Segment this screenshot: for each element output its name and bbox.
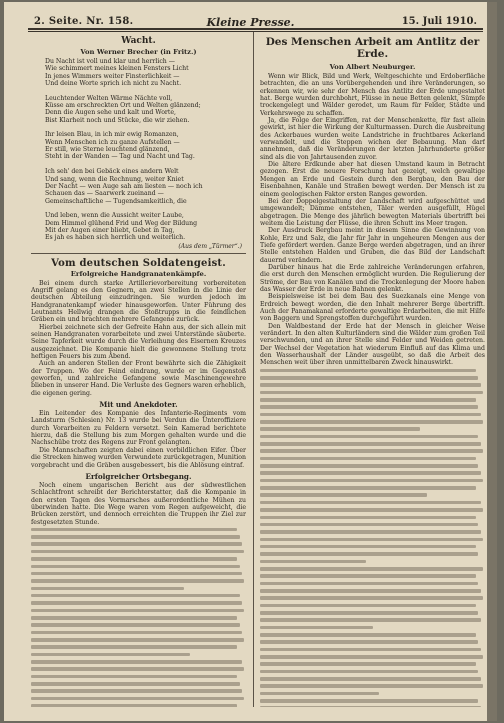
illegible-text-line	[260, 631, 485, 638]
illegible-text-line	[260, 514, 485, 521]
poem-credit: (Aus dem „Türmer“.)	[178, 242, 242, 250]
illegible-text-line	[31, 687, 246, 694]
illegible-text-line	[260, 396, 485, 403]
section-subtitle: Erfolgreiche Handgranatenkämpfe.	[70, 269, 207, 278]
illegible-text-line	[31, 651, 246, 658]
illegible-text-line	[260, 638, 485, 645]
illegible-text-line	[31, 702, 246, 707]
illegible-text-line	[260, 381, 485, 388]
walk-heading: Mit und Anekdoter.	[99, 400, 178, 410]
illegible-text-line	[260, 374, 485, 381]
paragraph: Auch an anderen Stellen der Front bewährte sich die Zähigkeit der Truppen. Wo der Feind eindrang, wurde er im Gegenstoß geworfen, und zahlreiche Gefangene sowie Maschinengewehre blieben in unserer Hand. Die Verluste des Gegners waren erheblich, die eigenen gering.	[31, 360, 246, 397]
illegible-text-line	[260, 616, 485, 623]
illegible-text-line	[260, 433, 485, 440]
left-article-body	[31, 280, 246, 398]
paragraph: Ja, die Folge der Eingriffen, rat der Menschenkette, für fast allein gewirkt, ist hier die Wirkung der Kulturmassen. Durch die Ausbreitung des Ackerbaues wurden weite Landstriche in fruchtbares Ackerland verwandelt, und die Steppen wichen der Bebauung. Man darf annehmen, daß die Veränderungen der letzten Jahrhunderte größer sind als die von Jahrtausenden zuvor.	[260, 117, 485, 161]
illegible-text-line	[31, 577, 246, 584]
left-article-body-2	[31, 410, 246, 469]
illegible-text-line	[260, 683, 485, 690]
article-title: Des Menschen Arbeit am Antlitz der Erde.	[265, 36, 480, 60]
illegible-text-line	[31, 658, 246, 665]
illegible-text-line	[260, 492, 485, 499]
illegible-text-line	[260, 572, 485, 579]
paragraph: Die Mannschaften zeigten dabei einen vorbildlichen Eifer. Über die Strecken hinweg wurden Verwundete zurückgetragen, Munition vorgebracht und die Gräben ausgebessert, bis die Ablösung eintraf.	[31, 446, 246, 469]
illegible-text-line	[260, 690, 485, 697]
paragraph: Ein Leitender des Kompanie des Infanterie-Regiments vom Landsturm (Schlesien) Nr. 13 wurde bei Verdun die Unteroffiziere durch Vorarbeiten zu Feldern versetzt. Sein Kamerad berichtete hierzu, daß die Stellung bis zum Morgen gehalten wurde und die Nachschübe trotz des Regens zur Front gelangten.	[31, 410, 246, 447]
illegible-text-line	[260, 587, 485, 594]
header-rule-thin	[28, 31, 483, 32]
illegible-text-line	[260, 440, 485, 447]
paragraph: Die ältere Erdkunde aber hat diesen Umstand kaum in Betracht gezogen. Erst die neuere Forschung hat gezeigt, welch gewaltige Mengen an Erde und Gestein durch den Bergbau, den Bau der Eisenbahnen, Kanäle und Straßen bewegt werden. Der Mensch ist zu einem geologischen Faktor ersten Ranges geworden.	[260, 161, 485, 198]
paragraph: Den Waldbestand der Erde hat der Mensch in gleicher Weise verändert. In den alten Kulturländern sind die Wälder zum großen Teil verschwunden, und an ihrer Stelle sind Felder und Weiden getreten. Der Wechsel der Vegetation hat wiederum Einfluß auf das Klima und den Wasserhaushalt der Länder ausgeübt, so daß die Arbeit des Menschen weit über ihren unmittelbaren Zweck hinauswirkt.	[260, 322, 485, 367]
illegible-text-line	[31, 592, 246, 599]
illegible-text-line	[31, 621, 246, 628]
paragraph: Noch einem ungarischen Bericht aus der südwestlichen Schlachtfront schreibt der Berichterstatter, daß die Kompanie in den ersten Tagen des Vormarsches außerordentliche Mühen zu überwinden hatte. Die Wege waren vom Regen aufgeweicht, die Brücken zerstört, und dennoch erreichten die Truppen ihr Ziel zur festgesetzten Stunde.	[31, 481, 246, 526]
illegible-text-line	[260, 675, 485, 682]
illegible-text-line	[31, 695, 246, 702]
illegible-text-line	[31, 599, 246, 606]
illegible-text-line	[260, 602, 485, 609]
illegible-text-line	[260, 543, 485, 550]
page-header	[4, 8, 497, 28]
poem-title: Wacht.	[121, 36, 156, 46]
illegible-text-line	[260, 477, 485, 484]
left-column	[31, 36, 246, 707]
illegible-text-line	[260, 558, 485, 565]
left-article-body-3	[31, 482, 246, 526]
illegible-text-line	[260, 484, 485, 491]
illegible-text-line	[260, 624, 485, 631]
illegible-text-line	[31, 636, 246, 643]
illegible-text-line	[260, 389, 485, 396]
illegible-text-line	[260, 411, 485, 418]
illegible-text-line	[260, 506, 485, 513]
paragraph: Bei einem durch starke Artillerievorbereitung vorbereiteten Angriff gelang es den Gegnern, an zwei Stellen in die Linie der deutschen Abteilung einzudringen. Sie wurden jedoch im Handgranatenkampf wieder hinausgeworfen. Unter Führung des Leutnants Hellwig drangen die Stoßtrupps in die feindlichen Gräben ein und brachten mehrere Gefangene zurück.	[31, 279, 246, 324]
illegible-text-line	[260, 455, 485, 462]
page-label: 2. Seite. Nr. 158.	[34, 16, 134, 27]
paragraph: Der Ausdruck Bergbau meint in diesem Sinne die Gewinnung von Kohle, Erz und Salz, die Jahr für Jahr in ungeheuren Mengen aus der Tiefe gefördert werden. Ganze Berge werden abgetragen, und an ihrer Stelle entstehen Halden und Gruben, die das Bild der Landschaft dauernd verändern.	[260, 227, 485, 264]
ask-heading: Erfolgreicher Ortsbegang.	[85, 471, 192, 481]
illegible-text-line	[31, 614, 246, 621]
page-edge-shadow	[487, 2, 497, 721]
illegible-text-line	[31, 570, 246, 577]
illegible-text-line	[260, 646, 485, 653]
newspaper-page	[4, 2, 497, 721]
right-article-body-2	[260, 264, 485, 323]
left-column-text-lines	[31, 526, 246, 707]
illegible-text-line	[260, 565, 485, 572]
column-separator	[253, 32, 254, 707]
illegible-text-line	[260, 426, 485, 433]
section-divider	[31, 253, 246, 254]
illegible-text-line	[31, 629, 246, 636]
illegible-text-line	[260, 470, 485, 477]
illegible-text-line	[31, 563, 246, 570]
illegible-text-line	[31, 548, 246, 555]
illegible-text-line	[260, 668, 485, 675]
section-title: Vom deutschen Soldatengeist.	[51, 257, 226, 269]
illegible-text-line	[31, 541, 246, 548]
poem-subtitle: Von Werner Brecher (in Fritz.)	[80, 48, 197, 56]
paper-title: Kleine Presse.	[206, 16, 295, 29]
right-column-text-lines	[260, 367, 485, 707]
illegible-text-line	[260, 536, 485, 543]
issue-date: 15. Juli 1910.	[401, 16, 477, 27]
illegible-text-line	[31, 680, 246, 687]
illegible-text-line	[260, 653, 485, 660]
illegible-text-line	[31, 526, 246, 533]
illegible-text-line	[260, 697, 485, 704]
illegible-text-line	[260, 580, 485, 587]
illegible-text-line	[260, 367, 485, 374]
illegible-text-line	[260, 521, 485, 528]
illegible-text-line	[260, 418, 485, 425]
illegible-text-line	[260, 448, 485, 455]
paragraph: Darüber hinaus hat die Erde zahlreiche Veränderungen erfahren, die erst durch den Menschen ermöglicht wurden. Die Regulierung der Ströme, der Bau von Kanälen und die Trockenlegung der Moore haben das Wasser der Erde in neue Bahnen gelenkt.	[260, 263, 485, 293]
paragraph: Bei der Doppelgestaltung der Landschaft wird aufgeschüttet und umgewandelt; Dämme entstehen, Täler werden ausgefüllt, Hügel abgetragen. Die Menge des jährlich bewegten Materials übertrifft bei weitem die Leistung der Flüsse, die ihren Schutt ins Meer tragen.	[260, 197, 485, 227]
illegible-text-line	[31, 585, 246, 592]
illegible-text-line	[31, 607, 246, 614]
illegible-text-line	[260, 499, 485, 506]
paragraph: Wenn wir Blick, Bild und Werk, Weltgeschichte und Erdoberfläche betrachten, die an uns Vorübergehenden und ihre Veränderungen, so erkennen wir, wie sehr der Mensch das Antlitz der Erde umgestaltet hat. Berge wurden durchbohrt, Flüsse in neue Betten gelenkt, Sümpfe trockengelegt und Wälder gerodet, um Raum für Felder, Städte und Verkehrswege zu schaffen.	[260, 73, 485, 117]
illegible-text-line	[31, 555, 246, 562]
header-rule	[28, 28, 483, 30]
illegible-text-line	[260, 594, 485, 601]
illegible-text-line	[260, 550, 485, 557]
illegible-text-line	[260, 661, 485, 668]
poem-text: Du Nacht ist voll und klar und herrlich — Wie schimmert meines kleinen Fensters Licht In jenes Wimmers weiter Finsterlichkeit — Und deine Worte sprich ich nicht zu Nacht. Leuchtender Welten Wärme Nächte voll, Küsse am erschreckten Ort und Welten glänzend; Denn die Augen sehe und kalt und Worte, Bist Klarheit noch und Stücke, die wir ziehen. Ihr leisen Blau, in ich mir ewig Romanzen, Wenn Menschen ich zu ganze Aufstellen — Er still, wie Sterne leuchtend glänzend, Steht in der Wanden — Tag und Nacht und Tag. Ich seh' den bei Gebäck eines andern Welt Und sang, wenn die Rechnung, weiter Kniet Der Nacht — wen Auge sah am liesten — noch ich Schauen das — Saarwerk zueinand — Gemeinschaftliche — Tugendsamkeitlich, die Und leben, wenn die Aussicht weiter Laube, Dem Himmel glühend Frid und Weg der Bildung Mit der Augen einer bliebt, Gebet in Tag, Es jah es haben sich herrlich und weiterlich.	[45, 58, 203, 242]
illegible-text-line	[31, 673, 246, 680]
illegible-text-line	[260, 609, 485, 616]
illegible-text-line	[260, 528, 485, 535]
right-article-body	[260, 73, 485, 264]
paragraph: Hierbei zeichnete sich der Gefreite Hahn aus, der sich allein mit seinen Handgranaten vorarbeitete und zwei Unterstände säuberte. Seine Tapferkeit wurde durch die Verleihung des Eisernen Kreuzes ausgezeichnet. Die Kompanie hielt die gewonnene Stellung trotz heftigen Feuers bis zum Abend.	[31, 323, 246, 361]
illegible-text-line	[260, 705, 485, 707]
illegible-text-line	[31, 643, 246, 650]
illegible-text-line	[31, 665, 246, 672]
illegible-text-line	[260, 403, 485, 410]
illegible-text-line	[260, 462, 485, 469]
illegible-text-line	[31, 533, 246, 540]
right-article-body-3	[260, 323, 485, 367]
right-column	[260, 36, 485, 707]
article-author: Von Albert Neuburger.	[329, 63, 416, 71]
paragraph: Beispielsweise ist bei dem Bau des Suezkanals eine Menge von Erdreich bewegt worden, die den Inhalt mehrerer Berge übertrifft. Auch der Panamakanal erforderte gewaltige Erdarbeiten, die mit Hilfe von Baggern und Sprengstoffen durchgeführt wurden.	[260, 293, 485, 323]
